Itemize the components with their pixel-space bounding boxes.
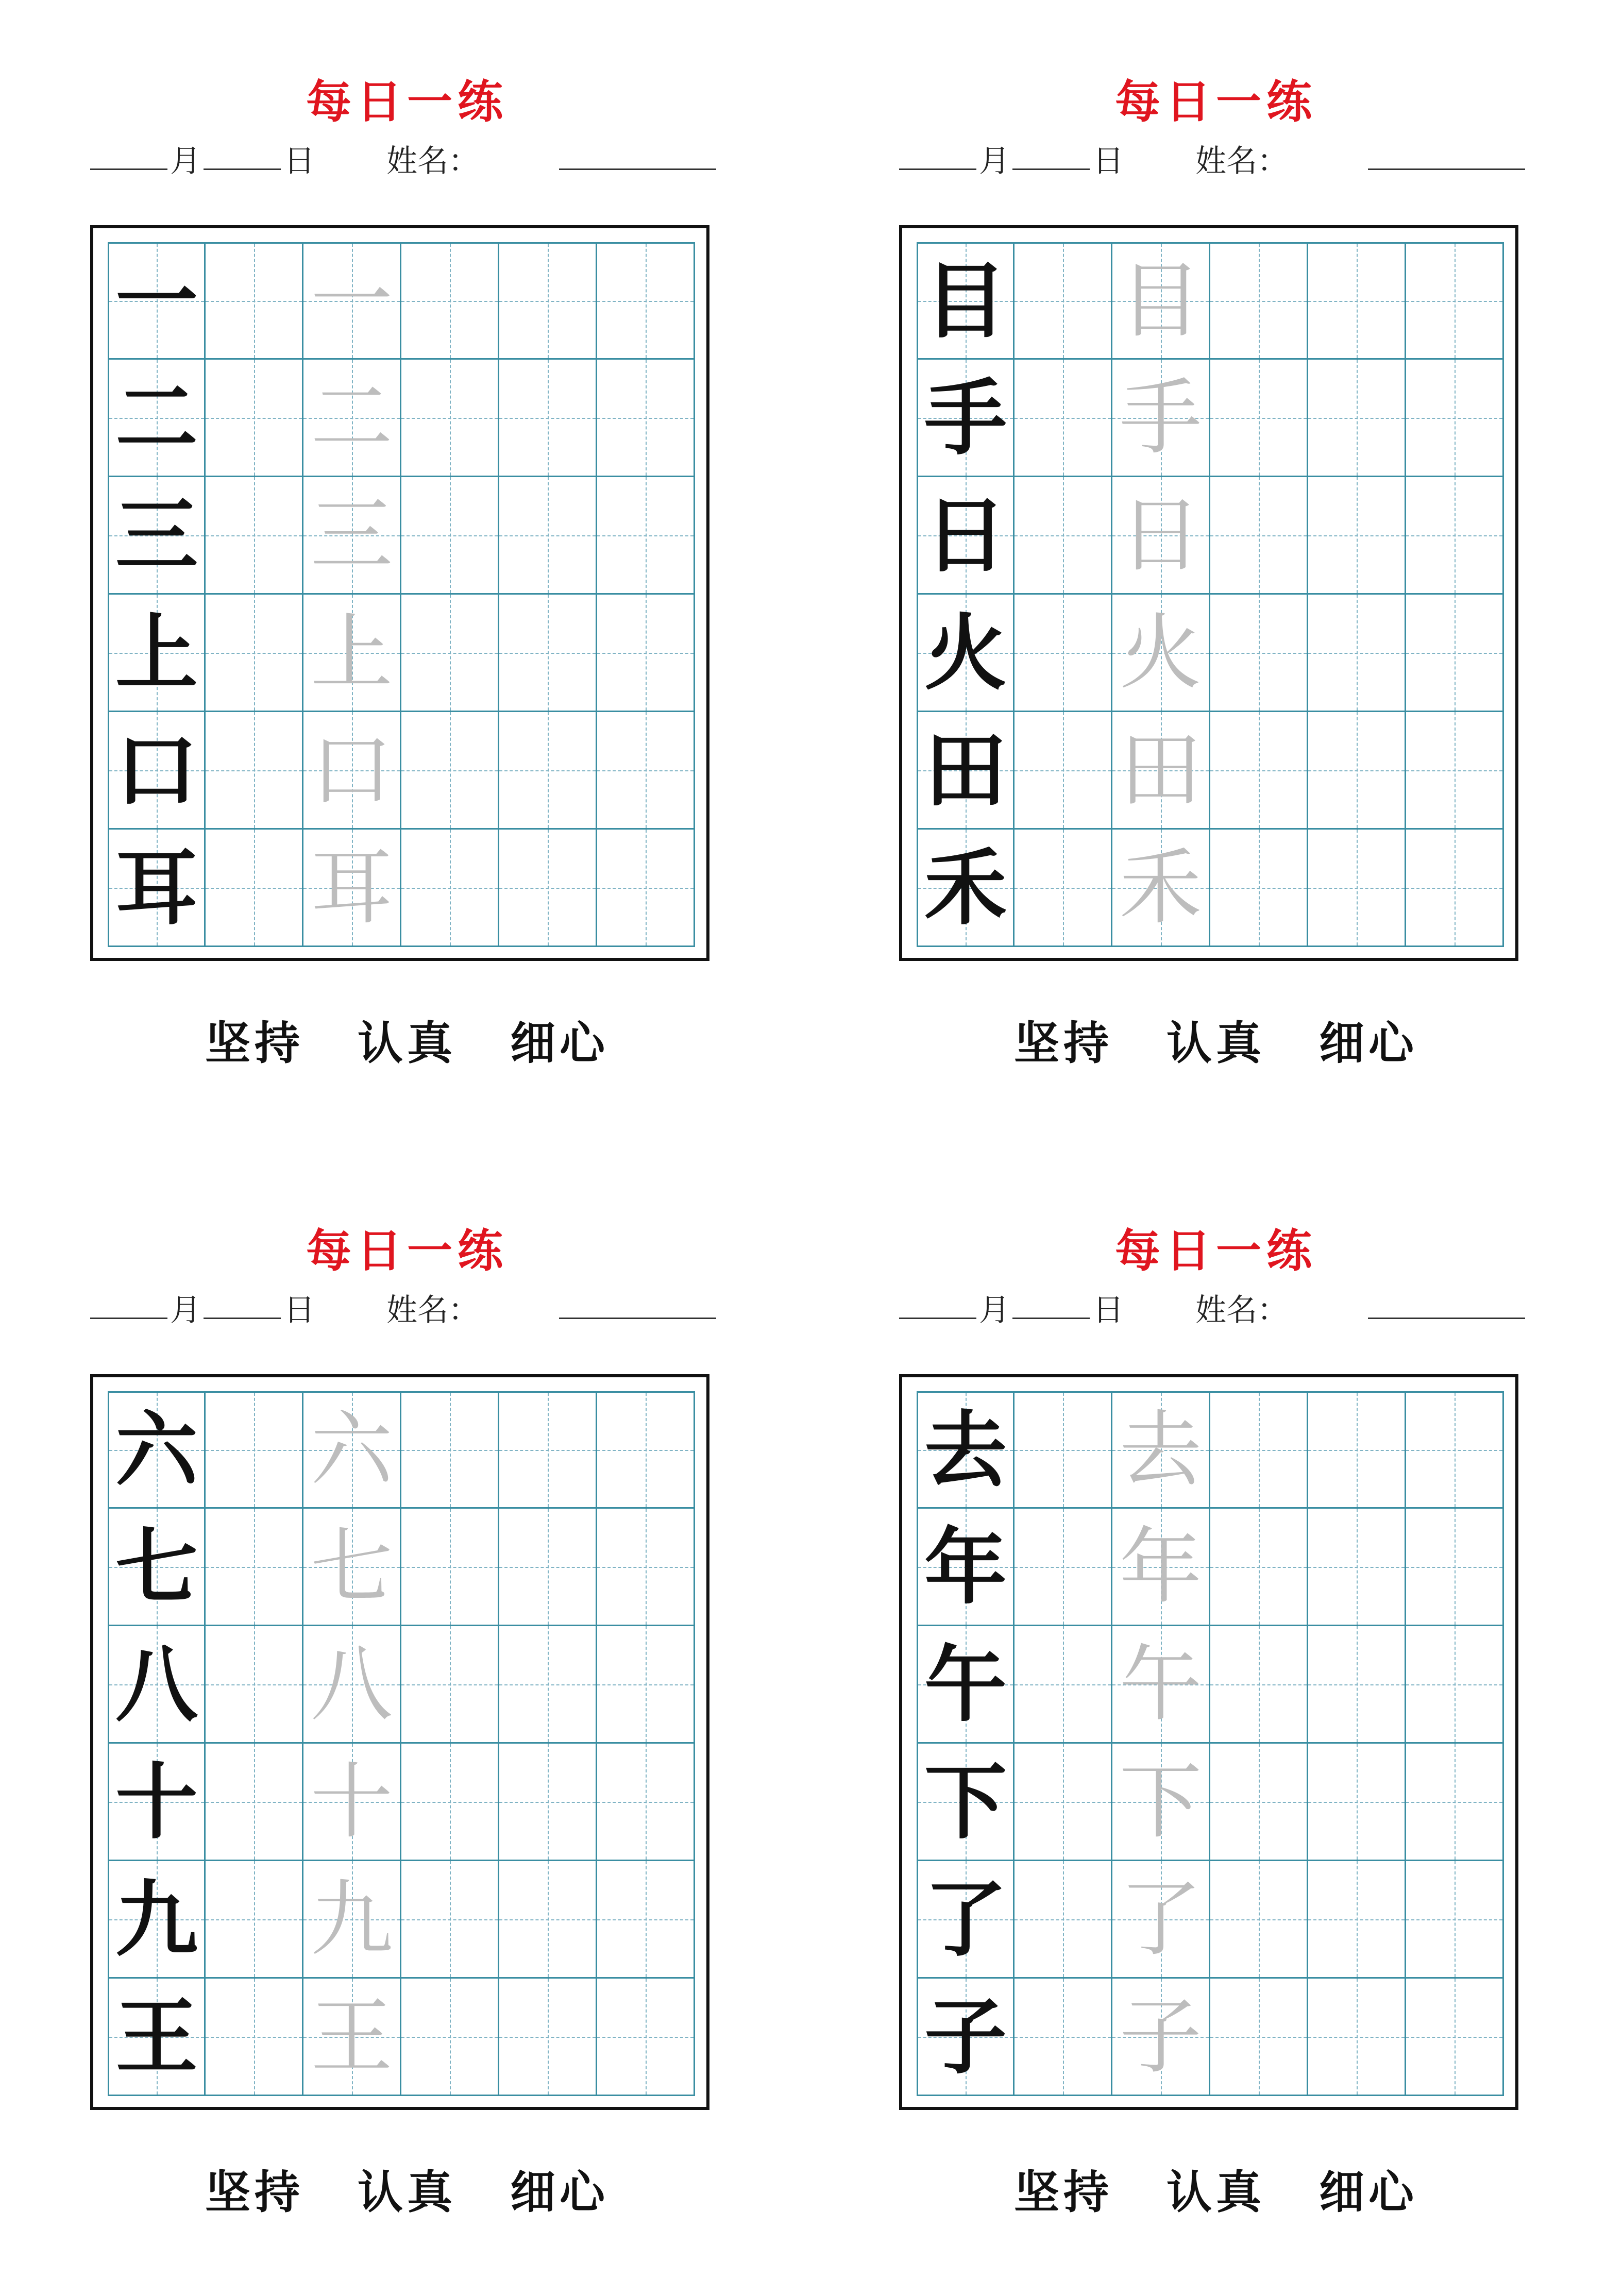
trace-character: 十: [310, 1753, 393, 1850]
model-character: 手: [924, 369, 1007, 466]
grid-cell[interactable]: [1308, 242, 1406, 360]
sheet-title: 每日一练: [306, 1224, 508, 1277]
grid-cell: [108, 1626, 206, 1744]
grid-cell[interactable]: [1406, 242, 1504, 360]
grid-cell[interactable]: [1112, 1979, 1210, 2096]
grid-cell: [108, 712, 206, 830]
grid-cell[interactable]: [499, 1979, 597, 2096]
trace-character: 二: [310, 369, 393, 466]
grid-cell[interactable]: [499, 1744, 597, 1861]
month-blank[interactable]: [899, 168, 976, 170]
model-character: 禾: [924, 839, 1007, 936]
motto: [858, 1007, 1574, 1072]
grid-cell[interactable]: [1112, 360, 1210, 477]
grid-cell[interactable]: [206, 1509, 303, 1626]
trace-character: 三: [310, 486, 393, 583]
grid-cell[interactable]: [1406, 1979, 1504, 2096]
tianzige-grid: [917, 1391, 1504, 2096]
writing-grid-frame: [899, 1374, 1518, 2110]
model-character: 九: [115, 1870, 198, 1968]
motto-careful: 细心: [1319, 1017, 1418, 1070]
grid-cell[interactable]: [206, 360, 303, 477]
motto: [49, 2156, 765, 2221]
name-label: 姓名：: [1195, 1292, 1288, 1328]
model-character: 六: [115, 1402, 198, 1498]
practice-sheet: [858, 1221, 1574, 2219]
grid-cell[interactable]: [303, 1979, 401, 2096]
trace-character: 六: [310, 1402, 393, 1498]
model-character: 一: [115, 252, 198, 349]
model-character: 子: [924, 1988, 1007, 2085]
grid-cell[interactable]: [1015, 242, 1112, 360]
model-character: 下: [924, 1753, 1007, 1850]
grid-cell[interactable]: [401, 595, 499, 712]
grid-cell[interactable]: [1112, 1509, 1210, 1626]
grid-cell[interactable]: [303, 1861, 401, 1979]
grid-cell[interactable]: [499, 477, 597, 595]
grid-cell: [108, 1509, 206, 1626]
grid-cell[interactable]: [1112, 1744, 1210, 1861]
grid-cell[interactable]: [499, 830, 597, 947]
model-character: 了: [924, 1870, 1007, 1968]
motto-persist: 坚持: [205, 1017, 304, 1070]
grid-cell[interactable]: [1015, 1861, 1112, 1979]
trace-character: 八: [310, 1635, 393, 1732]
grid-cell[interactable]: [206, 1744, 303, 1861]
grid-cell[interactable]: [1210, 1391, 1308, 1509]
grid-cell[interactable]: [206, 1626, 303, 1744]
motto: [49, 1007, 765, 1072]
grid-cell[interactable]: [1015, 477, 1112, 595]
date-row: [858, 1286, 1574, 1327]
grid-cell[interactable]: [1406, 1626, 1504, 1744]
grid-cell[interactable]: [1308, 360, 1406, 477]
model-character: 耳: [115, 839, 198, 936]
grid-cell[interactable]: [1308, 477, 1406, 595]
grid-cell[interactable]: [206, 1391, 303, 1509]
model-character: 三: [115, 486, 198, 584]
grid-cell[interactable]: [401, 1744, 499, 1861]
motto-careful: 细心: [510, 2166, 610, 2219]
grid-cell: [917, 1391, 1015, 1509]
model-character: 目: [924, 252, 1007, 349]
model-character: 日: [924, 486, 1007, 584]
motto-serious: 认真: [357, 2166, 457, 2219]
grid-cell: [108, 1744, 206, 1861]
grid-cell[interactable]: [401, 477, 499, 595]
day-label: 日: [1093, 1292, 1124, 1328]
trace-character: 九: [310, 1870, 393, 1967]
grid-cell[interactable]: [1406, 830, 1504, 947]
grid-cell[interactable]: [401, 1509, 499, 1626]
month-label: 月: [979, 1292, 1010, 1328]
grid-cell[interactable]: [597, 830, 695, 947]
grid-cell: [917, 242, 1015, 360]
grid-cell[interactable]: [1308, 1626, 1406, 1744]
grid-cell[interactable]: [1308, 595, 1406, 712]
grid-cell[interactable]: [401, 1626, 499, 1744]
grid-cell[interactable]: [1112, 1626, 1210, 1744]
practice-sheet: [858, 72, 1574, 1070]
grid-cell: [917, 1509, 1015, 1626]
month-blank[interactable]: [90, 1318, 167, 1319]
trace-character: 去: [1119, 1402, 1202, 1498]
grid-cell[interactable]: [597, 1744, 695, 1861]
model-character: 火: [924, 604, 1007, 701]
practice-sheet: [49, 1221, 765, 2219]
grid-cell[interactable]: [1015, 1626, 1112, 1744]
name-blank[interactable]: [559, 168, 716, 170]
grid-cell: [917, 595, 1015, 712]
grid-cell[interactable]: [1406, 595, 1504, 712]
grid-cell[interactable]: [499, 595, 597, 712]
name-blank[interactable]: [559, 1318, 716, 1319]
grid-cell[interactable]: [303, 712, 401, 830]
tianzige-grid: [917, 242, 1504, 947]
grid-cell[interactable]: [1308, 1391, 1406, 1509]
grid-cell[interactable]: [1112, 477, 1210, 595]
grid-cell[interactable]: [1015, 595, 1112, 712]
grid-cell[interactable]: [597, 360, 695, 477]
trace-character: 上: [310, 604, 393, 701]
day-label: 日: [284, 1292, 315, 1328]
month-label: 月: [979, 143, 1010, 179]
grid-cell[interactable]: [597, 595, 695, 712]
trace-character: 目: [1119, 252, 1202, 349]
grid-cell[interactable]: [597, 712, 695, 830]
grid-cell[interactable]: [401, 1391, 499, 1509]
trace-character: 子: [1119, 1988, 1202, 2085]
writing-grid-frame: [899, 225, 1518, 961]
grid-cell[interactable]: [1015, 1391, 1112, 1509]
motto-serious: 认真: [1166, 2166, 1265, 2219]
grid-cell[interactable]: [1015, 712, 1112, 830]
grid-cell[interactable]: [1406, 1509, 1504, 1626]
model-character: 口: [115, 721, 198, 819]
grid-cell[interactable]: [303, 1509, 401, 1626]
name-blank[interactable]: [1368, 168, 1525, 170]
day-label: 日: [284, 143, 315, 179]
grid-cell: [917, 477, 1015, 595]
writing-grid-frame: [90, 225, 709, 961]
grid-cell[interactable]: [401, 830, 499, 947]
writing-grid-frame: [90, 1374, 709, 2110]
tianzige-grid: [108, 1391, 695, 2096]
grid-cell[interactable]: [597, 1509, 695, 1626]
grid-cell: [108, 1391, 206, 1509]
grid-cell[interactable]: [499, 712, 597, 830]
grid-cell: [917, 712, 1015, 830]
grid-cell[interactable]: [303, 595, 401, 712]
grid-cell[interactable]: [1210, 477, 1308, 595]
grid-cell[interactable]: [206, 595, 303, 712]
grid-cell[interactable]: [1015, 830, 1112, 947]
grid-cell[interactable]: [499, 1626, 597, 1744]
grid-cell[interactable]: [401, 1861, 499, 1979]
trace-character: 田: [1119, 721, 1202, 818]
trace-character: 日: [1119, 486, 1202, 583]
trace-character: 口: [310, 721, 393, 818]
grid-cell[interactable]: [206, 1979, 303, 2096]
model-character: 年: [924, 1518, 1007, 1615]
grid-cell[interactable]: [1308, 830, 1406, 947]
grid-cell[interactable]: [303, 242, 401, 360]
grid-cell[interactable]: [1210, 1626, 1308, 1744]
grid-cell[interactable]: [499, 242, 597, 360]
month-blank[interactable]: [899, 1318, 976, 1319]
grid-cell[interactable]: [597, 1861, 695, 1979]
grid-cell[interactable]: [1112, 830, 1210, 947]
model-character: 二: [115, 369, 198, 466]
model-character: 七: [115, 1518, 198, 1615]
model-character: 午: [924, 1635, 1007, 1733]
grid-cell[interactable]: [1308, 1979, 1406, 2096]
grid-cell[interactable]: [1308, 1744, 1406, 1861]
name-label: 姓名：: [1195, 143, 1288, 179]
day-blank[interactable]: [1012, 1318, 1090, 1319]
motto-careful: 细心: [1319, 2166, 1418, 2219]
grid-cell: [108, 360, 206, 477]
motto-persist: 坚持: [1013, 2166, 1113, 2219]
model-character: 十: [115, 1753, 198, 1850]
day-blank[interactable]: [1012, 168, 1090, 170]
name-label: 姓名：: [386, 1292, 479, 1328]
grid-cell: [108, 595, 206, 712]
grid-cell[interactable]: [206, 242, 303, 360]
grid-cell[interactable]: [1406, 1744, 1504, 1861]
tianzige-grid: [108, 242, 695, 947]
grid-cell[interactable]: [1210, 712, 1308, 830]
grid-cell[interactable]: [597, 1979, 695, 2096]
model-character: 上: [115, 604, 198, 701]
grid-cell[interactable]: [1406, 1391, 1504, 1509]
model-character: 去: [924, 1402, 1007, 1498]
grid-cell[interactable]: [206, 830, 303, 947]
grid-cell[interactable]: [499, 1861, 597, 1979]
grid-cell[interactable]: [303, 360, 401, 477]
sheet-title: 每日一练: [306, 75, 508, 128]
grid-cell[interactable]: [597, 242, 695, 360]
grid-cell: [108, 1979, 206, 2096]
date-row: [858, 137, 1574, 178]
month-blank[interactable]: [90, 168, 167, 170]
grid-cell[interactable]: [1015, 360, 1112, 477]
grid-cell[interactable]: [1308, 712, 1406, 830]
trace-character: 午: [1119, 1635, 1202, 1732]
grid-cell[interactable]: [499, 1391, 597, 1509]
grid-cell[interactable]: [597, 1626, 695, 1744]
grid-cell[interactable]: [1308, 1509, 1406, 1626]
grid-cell[interactable]: [1210, 360, 1308, 477]
grid-cell[interactable]: [1308, 1861, 1406, 1979]
grid-cell[interactable]: [1015, 1744, 1112, 1861]
grid-cell[interactable]: [1406, 712, 1504, 830]
trace-character: 手: [1119, 369, 1202, 466]
grid-cell[interactable]: [303, 1626, 401, 1744]
grid-cell: [917, 360, 1015, 477]
motto-persist: 坚持: [205, 2166, 304, 2219]
grid-cell: [108, 830, 206, 947]
day-blank[interactable]: [204, 1318, 281, 1319]
grid-cell[interactable]: [303, 1744, 401, 1861]
sheet-title: 每日一练: [1114, 1224, 1317, 1277]
grid-cell[interactable]: [1406, 360, 1504, 477]
grid-cell[interactable]: [401, 360, 499, 477]
grid-cell[interactable]: [206, 477, 303, 595]
grid-cell[interactable]: [1210, 242, 1308, 360]
motto-careful: 细心: [510, 1017, 610, 1070]
grid-cell: [917, 1744, 1015, 1861]
grid-cell[interactable]: [206, 1861, 303, 1979]
grid-cell[interactable]: [1210, 830, 1308, 947]
grid-cell[interactable]: [499, 1509, 597, 1626]
grid-cell[interactable]: [1112, 712, 1210, 830]
trace-character: 王: [310, 1988, 393, 2085]
month-label: 月: [170, 143, 201, 179]
month-label: 月: [170, 1292, 201, 1328]
practice-sheet: [49, 72, 765, 1070]
grid-cell[interactable]: [1210, 1979, 1308, 2096]
motto-persist: 坚持: [1013, 1017, 1113, 1070]
grid-cell[interactable]: [401, 1979, 499, 2096]
grid-cell[interactable]: [597, 1391, 695, 1509]
trace-character: 一: [310, 252, 393, 349]
grid-cell[interactable]: [1210, 1861, 1308, 1979]
grid-cell[interactable]: [303, 1391, 401, 1509]
name-blank[interactable]: [1368, 1318, 1525, 1319]
motto-serious: 认真: [357, 1017, 457, 1070]
day-label: 日: [1093, 143, 1124, 179]
model-character: 王: [115, 1988, 198, 2085]
grid-cell[interactable]: [1015, 1979, 1112, 2096]
grid-cell[interactable]: [597, 477, 695, 595]
grid-cell[interactable]: [1112, 242, 1210, 360]
grid-cell[interactable]: [499, 360, 597, 477]
grid-cell: [108, 477, 206, 595]
grid-cell[interactable]: [1112, 1391, 1210, 1509]
grid-cell: [108, 1861, 206, 1979]
grid-cell: [917, 830, 1015, 947]
date-row: [49, 1286, 765, 1327]
model-character: 田: [924, 721, 1007, 819]
grid-cell: [108, 242, 206, 360]
trace-character: 禾: [1119, 839, 1202, 936]
grid-cell[interactable]: [303, 477, 401, 595]
grid-cell[interactable]: [1210, 1744, 1308, 1861]
grid-cell[interactable]: [1112, 1861, 1210, 1979]
trace-character: 了: [1119, 1870, 1202, 1967]
motto: [858, 2156, 1574, 2221]
model-character: 八: [115, 1635, 198, 1733]
date-row: [49, 137, 765, 178]
grid-cell[interactable]: [303, 830, 401, 947]
trace-character: 年: [1119, 1518, 1202, 1615]
trace-character: 七: [310, 1518, 393, 1615]
grid-cell[interactable]: [206, 712, 303, 830]
grid-cell[interactable]: [1210, 1509, 1308, 1626]
trace-character: 下: [1119, 1753, 1202, 1850]
day-blank[interactable]: [204, 168, 281, 170]
trace-character: 耳: [310, 839, 393, 936]
grid-cell: [917, 1979, 1015, 2096]
name-label: 姓名：: [386, 143, 479, 179]
grid-cell[interactable]: [401, 712, 499, 830]
grid-cell: [917, 1861, 1015, 1979]
sheet-title: 每日一练: [1114, 75, 1317, 128]
grid-cell[interactable]: [1406, 1861, 1504, 1979]
grid-cell[interactable]: [1112, 595, 1210, 712]
trace-character: 火: [1119, 604, 1202, 701]
grid-cell[interactable]: [1406, 477, 1504, 595]
grid-cell[interactable]: [1210, 595, 1308, 712]
grid-cell[interactable]: [1015, 1509, 1112, 1626]
grid-cell: [917, 1626, 1015, 1744]
grid-cell[interactable]: [401, 242, 499, 360]
motto-serious: 认真: [1166, 1017, 1265, 1070]
